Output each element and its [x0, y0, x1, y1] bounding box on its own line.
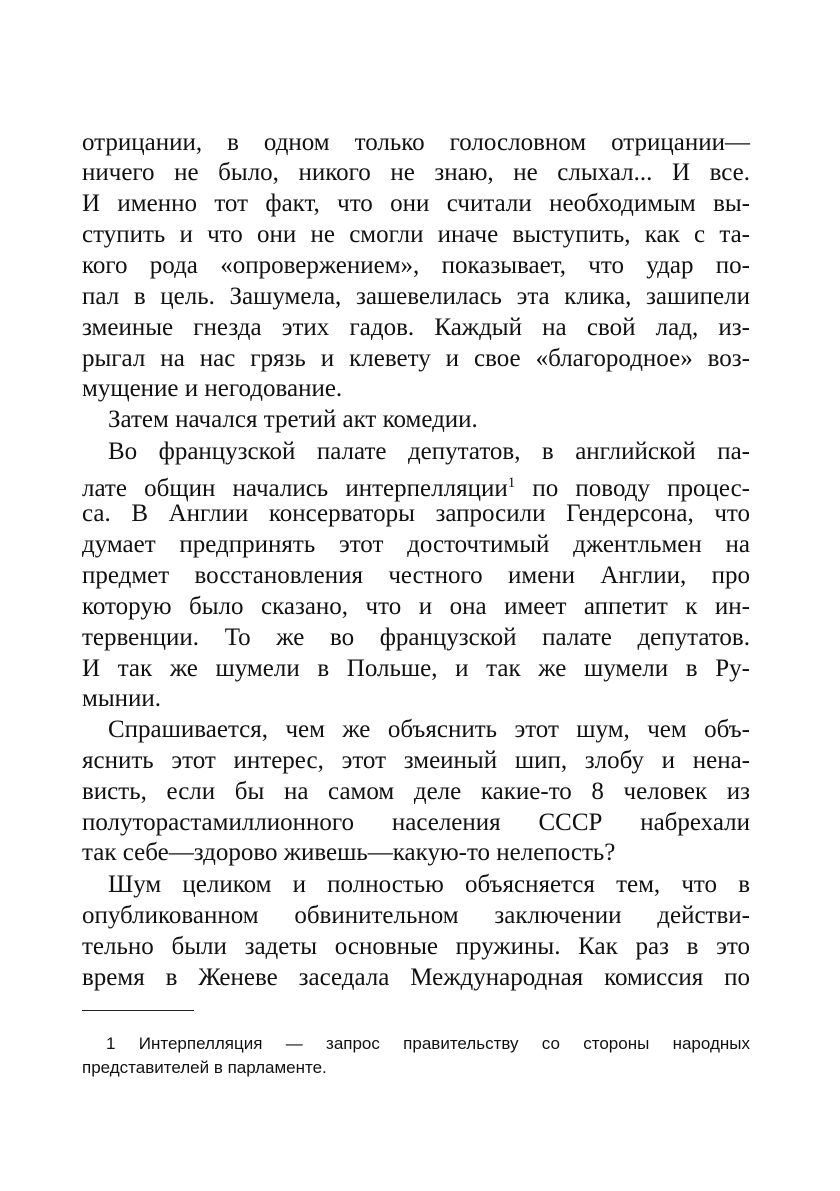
footnote-reference: 1 [507, 475, 516, 491]
body-line-6: пал в цель. Зашумела, зашевелилась эта клика, зашипели [82, 283, 750, 310]
body-line-26: опубликованном обвинительном заключении действи- [82, 902, 750, 929]
body-line-15: предмет восстановления честного имени Англии, про [82, 562, 750, 589]
body-line-12-text-end: по поводу процес- [532, 475, 751, 502]
body-line-9: мущение и негодование. [82, 375, 343, 402]
body-line-24: так себе—здорово живешь—какую-то нелепость? [82, 839, 616, 866]
body-line-3: И именно тот факт, что они считали необходимым вы- [82, 190, 750, 217]
body-line-5: кого рода «опровержением», показывает, что удар по- [82, 252, 750, 279]
body-line-10: Затем начался третий акт комедии. [108, 406, 478, 433]
body-line-18: И так же шумели в Польше, и так же шумели в Ру- [82, 655, 750, 682]
body-line-7: змеиные гнезда этих гадов. Каждый на свой лад, из- [82, 314, 750, 341]
body-line-28: время в Женеве заседала Международная комиссия по [82, 964, 750, 991]
body-line-22: висть, если бы на самом деле какие-то 8 человек из [82, 778, 750, 805]
body-line-2: ничего не было, никого не знаю, не слыхал... И все. [82, 159, 750, 186]
body-line-4: ступить и что они не смогли иначе выступить, как с та- [82, 221, 750, 248]
body-line-16: которую было сказано, что и она имеет аппетит к ин- [82, 593, 750, 620]
body-line-13: са. В Англии консерваторы запросили Гендерсона, что [82, 500, 750, 527]
body-line-12-text: лате общин начались интерпелляции [82, 475, 508, 502]
body-line-23: полуторастамиллионного населения СССР набрехали [82, 809, 750, 836]
footnote-divider [82, 1010, 194, 1011]
body-line-1: отрицании, в одном только голословном отрицании— [82, 129, 750, 156]
body-line-27: тельно были задеты основные пружины. Как раз в это [82, 933, 750, 960]
body-line-19: мынии. [82, 685, 162, 712]
body-line-20: Спрашивается, чем же объяснить этот шум, чем объ- [108, 716, 750, 743]
body-line-14: думает предпринять этот досточтимый джентльмен на [82, 531, 750, 558]
body-line-8: рыгал на нас грязь и клевету и свое «благородное» воз- [82, 345, 750, 372]
footnote-marker: 1 [106, 1034, 116, 1053]
body-line-17: тервенции. То же во французской палате депутатов. [82, 624, 750, 651]
footnote-line-2: представителей в парламенте. [82, 1058, 327, 1077]
body-line-21: яснить этот интерес, этот змеиный шип, злобу и нена- [82, 747, 750, 774]
footnote-text: Интерпелляция — запрос правительству со стороны народных [138, 1034, 750, 1053]
body-line-25: Шум целиком и полностью объясняется тем, что в [108, 871, 750, 898]
footnote-line-1 [106, 1033, 750, 1055]
body-line-11: Во французской палате депутатов, в английской па- [108, 438, 750, 465]
